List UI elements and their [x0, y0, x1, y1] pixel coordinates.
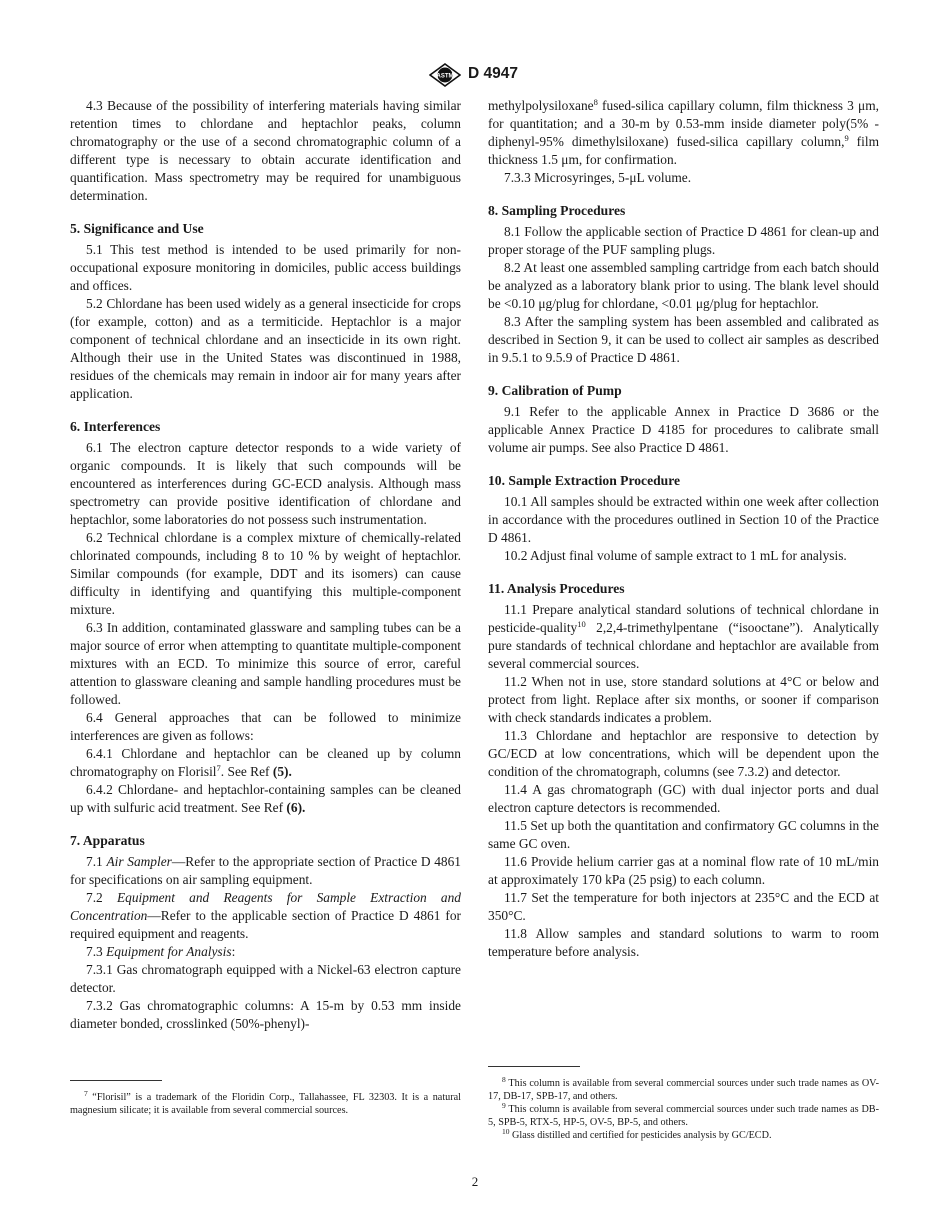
footnote-ref-10[interactable]: 10: [577, 619, 586, 629]
para-9-1: 9.1 Refer to the applicable Annex in Practice D 3686 or the applicable Annex Practice D 4185 for procedures to calibrate small volume air pumps. See also Practice D 4861.: [488, 404, 879, 455]
page-number: 2: [471, 1174, 479, 1189]
para-11-1: 11.1 Prepare analytical standard solutions of technical chlordane in pesticide-quality$^{10}$ 2,2,4-trimethylpentane (“isooctane”). Analytically pure standards of technical chlordane and heptachlor are available from several commercial sources.: [488, 602, 879, 671]
para-11-5: 11.5 Set up both the quantitation and confirmatory GC columns in the same GC oven.: [488, 818, 879, 851]
section-heading-10: 10. Sample Extraction Procedure: [488, 473, 681, 488]
section-heading-6: 6. Interferences: [70, 419, 161, 434]
footnote-ref-7[interactable]: 7: [216, 763, 221, 773]
para-6-4-2: 6.4.2 Chlordane- and heptachlor-containing samples can be cleaned up with sulfuric acid treatment. See Ref (6).: [70, 782, 461, 815]
para-11-6: 11.6 Provide helium carrier gas at a nominal flow rate of 10 mL/min at approximately 170 kPa (25 psig) to each column.: [488, 854, 879, 887]
para-7-3-2-cont: methylpolysiloxane$^8$ fused-silica capillary column, film thickness 3 μm, for quantitation; and a 30-m by 0.53-mm inside diameter poly(5% -diphenyl-95% dimethylsiloxane) fused-silica capillary column,$^9$ film thickness 1.5 μm, for confirmation.: [488, 97, 879, 167]
section-heading-8: 8. Sampling Procedures: [488, 203, 626, 218]
footnote-rule-left: [70, 1080, 162, 1081]
para-10-1: 10.1 All samples should be extracted within one week after collection in accordance with the procedures outlined in Section 10 of the Practice D 4861.: [488, 494, 879, 545]
footnote-7: $^7$ “Florisil” is a trademark of the Floridin Corp., Tallahassee, FL 32303. It is a natural magnesium silicate; it is available from several commercial sources.: [70, 1089, 461, 1116]
footnotes-left: [70, 1091, 461, 1117]
para-7-3-1: 7.3.1 Gas chromatograph equipped with a Nickel-63 electron capture detector.: [70, 962, 461, 995]
para-6-4: 6.4 General approaches that can be followed to minimize interferences are given as follows:: [70, 710, 461, 743]
standard-designation: D 4947: [468, 65, 518, 82]
right-column: [488, 97, 879, 961]
para-7-2: 7.2 Equipment and Reagents for Sample Extraction and Concentration—Refer to the applicable section of Practice D 4861 for required equipment and reagents.: [70, 890, 461, 941]
footnote-ref-8[interactable]: 8: [593, 97, 598, 107]
footnote-rule-right: [488, 1066, 580, 1067]
footnote-ref-9[interactable]: 9: [844, 133, 849, 143]
footnote-10: $^{10}$ Glass distilled and certified for pesticides analysis by GC/ECD.: [502, 1127, 772, 1141]
logo-text: ASTM: [436, 73, 454, 80]
left-column: [70, 97, 461, 1033]
footnote-8: $^8$ This column is available from several commercial sources under such trade names as OV-17, DB-17, SPB-17, and others.: [488, 1075, 879, 1102]
para-11-2: 11.2 When not in use, store standard solutions at 4°C or below and protect from light. Replace after six months, or sooner if comparison with check standards indicates a problem.: [488, 674, 879, 725]
para-10-2: 10.2 Adjust final volume of sample extract to 1 mL for analysis.: [504, 548, 847, 563]
para-11-8: 11.8 Allow samples and standard solutions to warm to room temperature before analysis.: [488, 926, 879, 959]
para-6-2: 6.2 Technical chlordane is a complex mixture of chemically-related chlorinated compounds, including 8 to 10 % by weight of heptachlor. Similar compounds (for example, DDT and its isomers) can cause difficulty in identifying and quantifying this multiple-component mixture.: [70, 530, 461, 617]
astm-logo-icon: [429, 63, 461, 87]
para-7-3-2: 7.3.2 Gas chromatographic columns: A 15-m by 0.53 mm inside diameter bonded, crosslinked (50%-phenyl)-: [70, 998, 461, 1031]
para-5-1: 5.1 This test method is intended to be used primarily for non-occupational exposure monitoring in domiciles, public access buildings and offices.: [70, 242, 461, 293]
reference-5[interactable]: (5).: [272, 764, 292, 779]
para-11-4: 11.4 A gas chromatograph (GC) with dual injector ports and dual electron capture detectors is recommended.: [488, 782, 879, 815]
para-5-2: 5.2 Chlordane has been used widely as a general insecticide for crops (for example, cotton) and as a termiticide. Heptachlor is a major component of technical chlordane and an insecticide in its own right. Although their use in the United States was discontinued in 1988, residues of the chemicals may remain in indoor air for many years after application.: [70, 296, 461, 401]
para-7-3: 7.3 Equipment for Analysis:: [86, 944, 236, 959]
para-6-4-1: 6.4.1 Chlordane and heptachlor can be cleaned up by column chromatography on Florisil$^7$. See Ref (5).: [70, 746, 461, 779]
para-8-2: 8.2 At least one assembled sampling cartridge from each batch should be analyzed as a laboratory blank prior to using. The blank level should be <0.10 μg/plug for chlordane, <0.01 μg/plug for heptachlor.: [488, 260, 879, 311]
para-8-3: 8.3 After the sampling system has been assembled and calibrated as described in Section 9, it can be used to collect air samples as described in 9.5.1 to 9.5.9 of Practice D 4861.: [488, 314, 879, 365]
para-6-1: 6.1 The electron capture detector responds to a wide variety of organic compounds. It is likely that such compounds will be encountered as interferences during GC-ECD analysis. Although mass spectrometry can provide positive identification of chlordane and heptachlor, some laboratories do not possess such instrumentation.: [70, 440, 461, 527]
section-heading-11: 11. Analysis Procedures: [488, 581, 625, 596]
para-11-7: 11.7 Set the temperature for both injectors at 235°C and the ECD at 350°C.: [488, 890, 879, 923]
para-8-1: 8.1 Follow the applicable section of Practice D 4861 for clean-up and proper storage of the PUF sampling plugs.: [488, 224, 879, 257]
para-11-3: 11.3 Chlordane and heptachlor are responsive to detection by GC/ECD at low concentrations, which will be dependent upon the condition of the chromatograph, columns (see 7.3.2) and detector.: [488, 728, 879, 779]
section-heading-5: 5. Significance and Use: [70, 221, 204, 236]
para-7-3-3: 7.3.3 Microsyringes, 5-μL volume.: [504, 170, 692, 185]
footnote-9: $^9$ This column is available from several commercial sources under such trade names as DB-5, SPB-5, RTX-5, HP-5, OV-5, BP-5, and others.: [488, 1101, 879, 1128]
page-header: [0, 63, 950, 91]
section-heading-9: 9. Calibration of Pump: [488, 383, 622, 398]
reference-6[interactable]: (6).: [286, 800, 306, 815]
footnotes-right: [488, 1077, 879, 1142]
para-4-3: 4.3 Because of the possibility of interfering materials having similar retention times to chlordane and heptachlor peaks, column chromatography or the use of a second chromatographic column of a different type is necessary to obtain accurate identification and quantification. Mass spectrometry may be required for unambiguous determination.: [70, 98, 461, 203]
section-heading-7: 7. Apparatus: [70, 833, 145, 848]
para-6-3: 6.3 In addition, contaminated glassware and sampling tubes can be a major source of error when attempting to quantitate multiple-component mixtures with an ECD. To minimize this source of error, careful attention to glassware cleaning and sample handling procedures must be followed.: [70, 620, 461, 707]
para-7-1: 7.1 Air Sampler—Refer to the appropriate section of Practice D 4861 for specifications on air sampling equipment.: [70, 854, 462, 887]
